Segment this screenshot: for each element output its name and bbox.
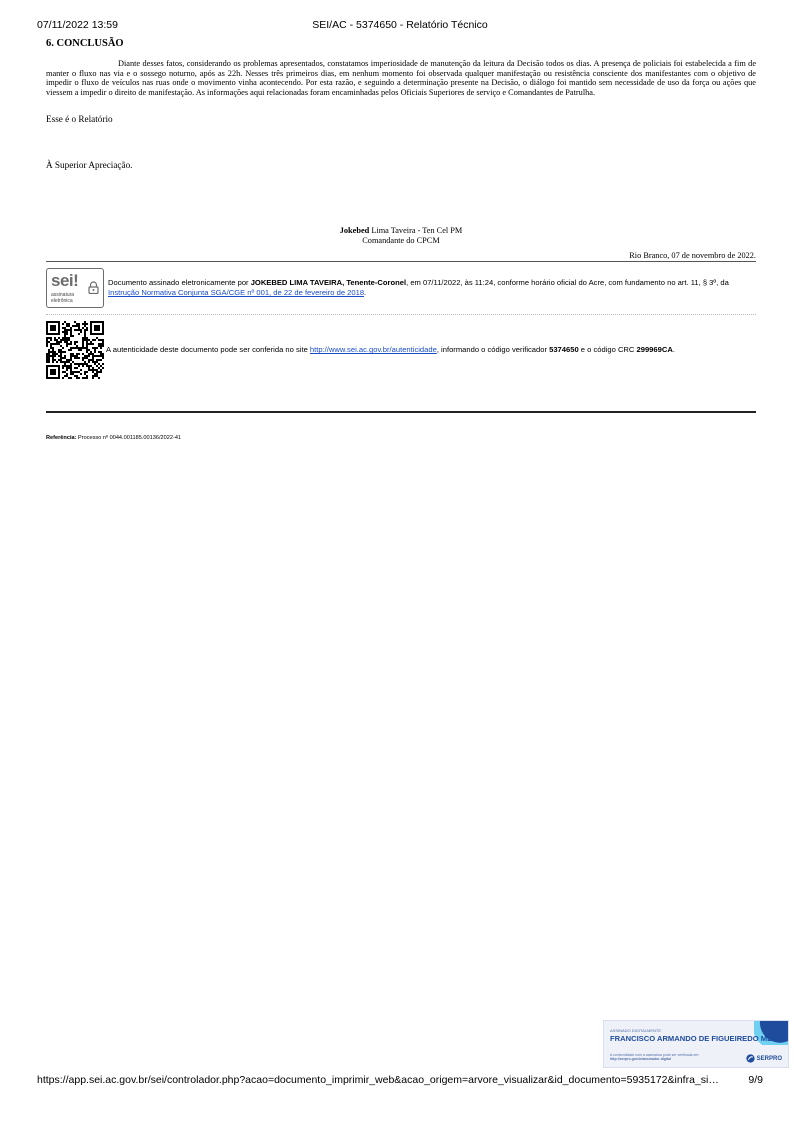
crc-code: 299969CA (636, 345, 673, 355)
stamp-note: A conformidade com a assinatura pode ser verificada em: http://serpro.gov.br/assinador-digital (610, 1053, 700, 1062)
sei-logo: sei! (51, 271, 79, 291)
qr-code (46, 321, 104, 379)
lock-icon (88, 281, 99, 294)
page-number: 9/9 (748, 1074, 763, 1086)
closing-appreciation: À Superior Apreciação. (46, 160, 133, 171)
sei-signature-badge (46, 268, 104, 308)
signer-first-name: Jokebed (339, 226, 370, 236)
print-url: https://app.sei.ac.gov.br/sei/controlador.php?acao=documento_imprimir_web&acao_origem=arvore_visualizar&id_documento=5935172&infra_si… (37, 1074, 719, 1086)
section-heading: 6. CONCLUSÃO (46, 38, 124, 49)
reference-line (46, 435, 756, 441)
place-date: Rio Branco, 07 de novembro de 2022. (629, 251, 756, 261)
authenticity-row (46, 315, 756, 385)
serpro-logo-icon (746, 1054, 755, 1063)
normative-instruction-link[interactable]: Instrução Normativa Conjunta SGA/CGE nº 001, de 22 de fevereiro de 2018 (108, 288, 365, 298)
signer-role: Comandante do CPCM (362, 236, 440, 246)
signer-rest-name: Lima Taveira - Ten Cel PM (369, 226, 463, 236)
reference-value: Processo nº 0044.001185.00136/2022-41 (76, 435, 182, 442)
authenticity-text: A autenticidade deste documento pode ser conferida no site http://www.sei.ac.gov.br/autenticidade, informando o código verificador 5374650 e o código CRC 299969CA. (106, 345, 675, 355)
signer-bold: JOKEBED LIMA TAVEIRA, Tenente-Coronel (250, 277, 407, 287)
thick-divider (46, 411, 756, 413)
authenticity-link[interactable]: http://www.sei.ac.gov.br/autenticidade (309, 345, 437, 355)
electronic-signature-row (46, 262, 756, 314)
closing-statement: Esse é o Relatório (46, 114, 113, 125)
document-content (46, 38, 756, 441)
sei-badge-caption: assinatura eletrônica (51, 292, 75, 304)
conclusion-paragraph: Diante desses fatos, considerando os problemas apresentados, constatamos imperiosidade de manutenção da leitura da Decisão todos os dias. A presença de policiais foi estabelecida a fim de manter o fluxo nas via e o sossego noturno, após as 22h. Nesses três primeiros dias, em nenhum momento foi observada qualquer manifestação ou resistência consciente dos manifestantes com o objetivo de impedir o fluxo de veículos nas ruas onde o movimento vinha acontecendo. Por esta razão, e seguindo a determinação presente na Decisão, o diálogo foi mantido sem necessidade de uso da força ou ações que viessem a impedir o direito de manifestação. As informações aqui relacionadas foram encaminhadas pelos Oficiais Superiores de serviço e Comandantes de Patrulha. (46, 59, 756, 97)
signature-block (46, 226, 756, 246)
serpro-brand: SERPRO (746, 1054, 782, 1063)
electronic-signature-text: Documento assinado eletronicamente por JOKEBED LIMA TAVEIRA, Tenente-Coronel, em 07/11/2022, às 11:24, conforme horário oficial do Acre, com fundamento no art. 11, § 3º, da Instrução Normativa Conjunta SGA/CGE nº 001, de 22 de fevereiro de 2018. (108, 277, 729, 298)
verifier-code: 5374650 (549, 345, 579, 355)
stamp-label: ASSINADO DIGITALMENTE (610, 1028, 662, 1033)
print-timestamp: 07/11/2022 13:59 (37, 19, 118, 31)
digital-signature-stamp (603, 1020, 789, 1068)
stamp-signer: FRANCISCO ARMANDO DE FIGUEIREDO MELO (610, 1034, 783, 1043)
print-title: SEI/AC - 5374650 - Relatório Técnico (312, 19, 488, 31)
reference-label: Referência: (46, 435, 77, 442)
